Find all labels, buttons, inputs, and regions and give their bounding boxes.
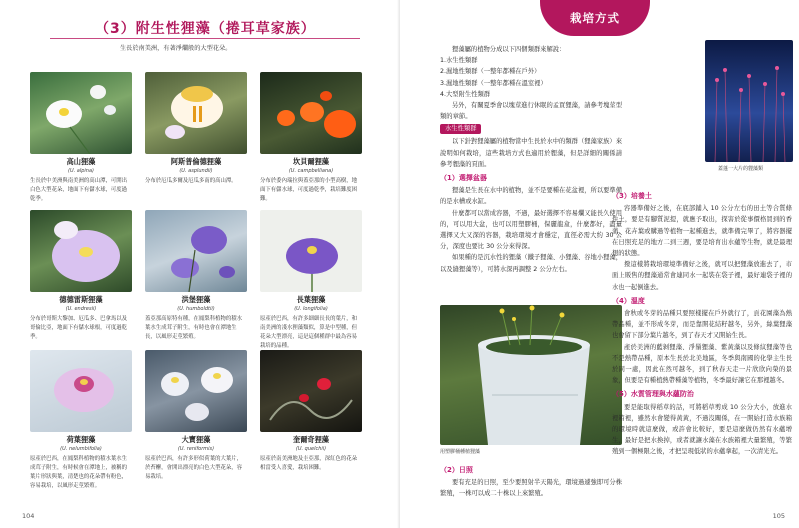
plant-desc: 原產於巴西，有許多細細長長的葉片，和南美洲的淺水狸藻類似，算是中型種，但花朵大型漂亮，這是這個種群中最為容易栽培的品種。 [260, 316, 358, 349]
heading-temperature: （4）溫度 [612, 296, 645, 305]
title-underline [50, 38, 360, 39]
plant-name: 阿斯普倫德狸藻 [170, 157, 222, 166]
text-column-1 [440, 44, 622, 275]
plant-photo [30, 350, 132, 432]
plant-card-alpina [30, 72, 132, 204]
plant-desc: 分布於厄瓜多爾及厄瓜多南的高山潭。 [145, 178, 237, 184]
plant-photo [145, 72, 247, 154]
plant-desc: 分布於委內瑞拉與蓋亞那的小型高樹，地面下有儲水球，可度過乾季，栽培難度困難。 [260, 178, 358, 202]
body-paragraph: 另外，有關夏季會以塊莖進行休眠的孟買狸藻，請參考塊莖型類的章節。 [440, 102, 623, 121]
plant-card-reniformis [145, 350, 247, 482]
plant-photo [260, 72, 362, 154]
body-paragraph: 要有充足的日照，至少要照射半天陽光，環境過遽強即可分株繁殖，一株可以成二十株以上來繁殖。 [440, 479, 623, 498]
plant-desc: 原產於巴西，在鳳梨科植物的積水葉水生成茸子附生，有時候會在潭地上，被稱的葉片形狀與葉，清楚也的花朵帶有粉色，容易栽培，以風形走莖繁殖。 [30, 456, 128, 489]
heading-soil: （3）培養土 [612, 192, 652, 200]
body-paragraph: 容器準備好之後，在底部鋪入 10 公分左右的田土等合質條件土，要是有腳質泥提，就應予取出，探害於從事價格買到的香蒲、花卉葉或購過等植物一起種進去，就準備完畢了，將容器擺在日照充足的地方二到三週，要是培育出水蘊等生物，就是最理想的狀態。 [612, 205, 792, 258]
plant-name: 大寶狸藻 [181, 435, 211, 444]
plant-name: 奎爾奇狸藻 [293, 435, 329, 444]
heading-sunlight: （2）日照 [440, 466, 473, 474]
heading-container: （1）選擇盆器 [440, 174, 487, 183]
right-page [400, 0, 799, 528]
heading-water-quality: （5）水質管理與水蘊防治 [612, 390, 694, 399]
plant-name: 坎貝爾狸藻 [293, 157, 329, 166]
plant-photo [260, 210, 362, 292]
body-paragraph: 如果種的是沉水性的狸藻（鐵子狸藻、小狸藻、谷地小狸藻，以及縫狸藻等），可將水深再調整 2 公分左右。 [440, 254, 623, 273]
body-paragraph: 以下針對狸藻屬的植物當中生長於水中的類群（狸藻家族）來說明如何栽培，這些栽培方式也適用於貍藻，但是詳細的關係請參考貍藻的頁面。 [440, 138, 623, 168]
plant-card-nelumbifolia [30, 350, 132, 491]
section-subtitle: 生長於南美洲，有著淨爛般的大型花朵。 [120, 45, 232, 52]
bucket-photo-caption: 用塑膠桶種植狸藻 [440, 449, 481, 455]
group-list-item: 2.濕地性類群（一整年都種在戶外） [440, 68, 541, 76]
plant-latin: (U. humboldtii) [177, 306, 215, 312]
section-tab: 栽培方式 [540, 0, 650, 36]
plant-name: 長葉狸藻 [296, 295, 326, 304]
plant-latin: (U. alpina) [68, 168, 94, 174]
plant-card-campbelliana [260, 72, 362, 204]
plant-name: 德德雷斯狸藻 [59, 295, 103, 304]
intro-text: 狸藻屬的植物分成以下四個類群來解說： [452, 46, 566, 53]
text-column-1-bottom [440, 462, 622, 500]
plant-desc: 原產於南美洲地及圭亞那，深紅色的花朵相當受人喜愛，栽培困難。 [260, 456, 358, 471]
group-list-item: 3.濕地性類群（一整年都種在溫室裡） [440, 79, 547, 87]
plant-latin: (U. asplundii) [179, 168, 213, 174]
text-column-2 [612, 188, 792, 458]
page-number-right: 105 [772, 512, 785, 520]
plant-card-humboldtii [145, 210, 247, 342]
pond-photo [705, 40, 793, 162]
plant-card-asplundii [145, 72, 247, 186]
aquatic-group-badge: 水生性類群 [440, 124, 481, 134]
plant-desc: 原產於巴西，有許多形似荷葉的大葉片，於苔檞，會開出漂亮的白色大型花朵，容易栽培。 [145, 456, 243, 480]
plant-photo [30, 210, 132, 292]
body-paragraph: 會秋或冬芽的品種只要照樣擺在戶外就行了，貢花園藻為熱帶品種，並不形成冬芽，而是靠開花結籽越冬，另外，絲葉狸藻也會留下部分葉片越冬，到了春天才又開始生長。 [612, 310, 792, 340]
body-paragraph: 產於美洲的藍剝狸藻、淨鬚狸藻、紫黃藻以及條紋狸藻等也不是熱帶品種，原本生長於北美地區，冬季與南國的化學主生長於同一處，因此在然可越冬，到了秋春天走一片欣欣向榮的景象，但要是有種植熱帶種藻等植物，冬季最好讓它在那裡越冬。 [612, 343, 792, 385]
plant-latin: (U. campbelliana) [288, 168, 334, 174]
bucket-photo [440, 305, 622, 445]
group-list-item: 1.水生性類群 [440, 57, 478, 65]
plant-name: 洪堡狸藻 [181, 295, 211, 304]
plant-latin: (U. longifolia) [294, 306, 328, 312]
plant-desc: 生長於中美洲與南美洲的高山潭，可開出白色大型花朵，地面下有儲水球，可度過乾季。 [30, 178, 128, 202]
plant-desc: 分布於哥斯大黎加、厄瓜多、巴拿馬以及哥倫比亞，地面下有儲水球根，可度過乾季。 [30, 316, 128, 340]
body-paragraph: 狸藻是生長在水中的植物，並不是要種在花盆裡，所以要準備的是水槽或水缸。 [440, 187, 623, 206]
plant-name: 荷葉狸藻 [66, 435, 96, 444]
body-paragraph: 撥這樣將栽培環境準備好之後，就可以把狸藻放進去了，市面上販售的狸藻通常會連同水一起裝在袋子裡，最好連袋子裡的水也一起倒進去。 [612, 261, 792, 291]
plant-photo [30, 72, 132, 154]
plant-latin: (U. quelchii) [295, 446, 327, 452]
plant-desc: 蓋亞那高原特有種，在鳳梨科植物的積水葉水生成茸子附生，有時也會在潭地生長，以風形走莖繁殖。 [145, 316, 243, 340]
body-paragraph: 要是能取得稻草的話，可將稻草剪成 10 公分大小，放進水裡箱裡，雖然水會變得黃黃，不過沒關係，在一開始打造水族箱的環境時就這麼做，或許會比較好，要是這麼做仍然有水蘊增生，最好是把水換掉，或者就讓水藻在水族箱裡大量繁殖，等繁殖到一個極限之後，才把呈現低狀的水蘊拿起，一次清光光。 [612, 403, 792, 456]
section-title: （3）附生性狸藻（捲耳草家族） [95, 21, 316, 37]
plant-photo [145, 350, 247, 432]
page-number-left: 104 [22, 512, 35, 520]
plant-photo [260, 350, 362, 432]
group-list-item: 4.大型附生性類群 [440, 90, 491, 98]
plant-latin: (U. endresii) [65, 306, 97, 312]
body-paragraph: 什麼都可以當成容器，不過，最好選擇不容易爛又能長久使用的，可以用大盆，也可以用塑膠桶，保麗龍盒，什麼都好，盡量選擇又大又深的容器，栽培環境才會穩定，直徑必需大約 30 公分，深度也要比 30 公分來得深。 [440, 209, 623, 251]
pond-photo-caption: 蓋蓬一大片的貍藻類 [718, 166, 764, 172]
plant-name: 高山狸藻 [66, 157, 96, 166]
plant-latin: (U. reniformis) [177, 446, 215, 452]
plant-card-longifolia [260, 210, 362, 351]
plant-card-quelchii [260, 350, 362, 473]
plant-card-endresii [30, 210, 132, 342]
plant-photo [145, 210, 247, 292]
plant-latin: (U. nelumbifolia) [60, 446, 102, 452]
left-page [0, 0, 399, 528]
